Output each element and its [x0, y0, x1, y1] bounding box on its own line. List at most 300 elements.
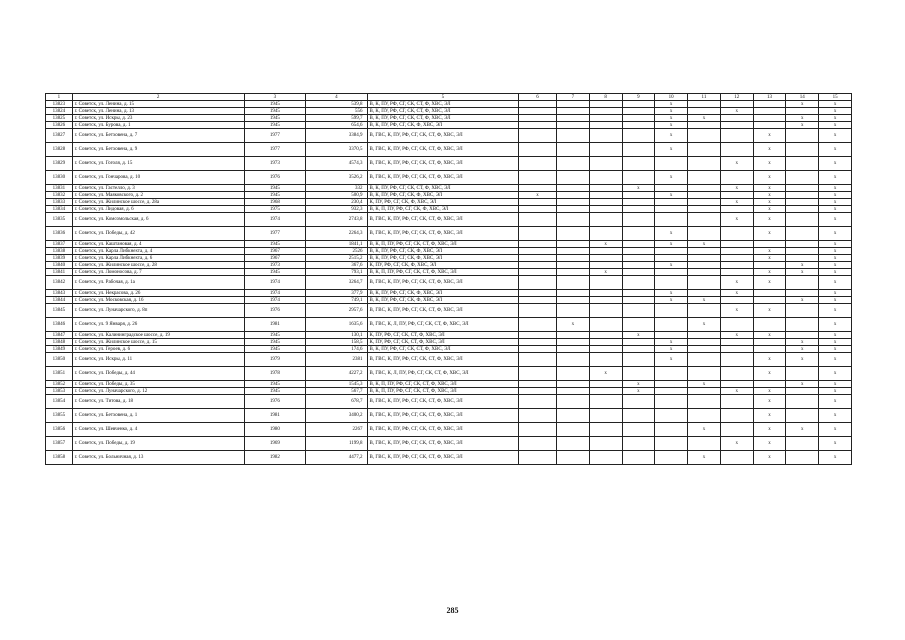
- mark-cell: [622, 241, 655, 248]
- row-id: 13836: [46, 227, 73, 241]
- mark-cell: [688, 122, 721, 129]
- area-cell: 3400,2: [306, 409, 367, 423]
- mark-cell: [622, 304, 655, 318]
- row-id: 13848: [46, 339, 73, 346]
- mark-cell: x: [655, 290, 688, 297]
- mark-cell: [622, 108, 655, 115]
- mark-cell: [589, 157, 622, 171]
- mark-cell: x: [753, 353, 786, 367]
- mark-cell: x: [655, 171, 688, 185]
- mark-cell: [589, 353, 622, 367]
- column-header: 10: [655, 94, 688, 101]
- mark-cell: [688, 290, 721, 297]
- mark-cell: x: [720, 108, 753, 115]
- mark-cell: [519, 332, 557, 339]
- mark-cell: x: [753, 185, 786, 192]
- mark-cell: x: [819, 318, 852, 332]
- mark-cell: x: [655, 262, 688, 269]
- mark-cell: [753, 122, 786, 129]
- row-id: 13837: [46, 241, 73, 248]
- address-cell: г. Советск, ул. Жилинское шоссе, д. 28: [72, 262, 244, 269]
- address-cell: г. Советск, ул. Комсомольская, д. 6: [72, 213, 244, 227]
- address-cell: г. Советск, ул. Карла Либкнехта, д. 4: [72, 248, 244, 255]
- mark-cell: x: [655, 297, 688, 304]
- works-cell: К, ПУ, РФ, СГ, СК, Ф, ХВС, ЭЛ: [367, 199, 519, 206]
- mark-cell: [753, 339, 786, 346]
- row-id: 13833: [46, 199, 73, 206]
- mark-cell: [622, 255, 655, 262]
- year-cell: 1973: [244, 157, 305, 171]
- mark-cell: [589, 346, 622, 353]
- address-cell: г. Советск, ул. Бурова, д. 1: [72, 122, 244, 129]
- mark-cell: x: [720, 290, 753, 297]
- address-cell: г. Советск, ул. Жилинское шоссе, д. 28а: [72, 199, 244, 206]
- mark-cell: x: [720, 213, 753, 227]
- mark-cell: [519, 213, 557, 227]
- works-cell: В, ГВС, К, ПУ, РФ, СГ, СК, СТ, Ф, ХВС, ЭЛ: [367, 395, 519, 409]
- mark-cell: [655, 409, 688, 423]
- mark-cell: [519, 157, 557, 171]
- mark-cell: x: [819, 108, 852, 115]
- mark-cell: x: [655, 346, 688, 353]
- mark-cell: x: [720, 199, 753, 206]
- mark-cell: [786, 241, 819, 248]
- table-row: [46, 346, 852, 353]
- mark-cell: x: [819, 353, 852, 367]
- mark-cell: [557, 185, 590, 192]
- table-row: [46, 339, 852, 346]
- mark-cell: x: [753, 192, 786, 199]
- mark-cell: x: [720, 304, 753, 318]
- mark-cell: [622, 367, 655, 381]
- mark-cell: [720, 122, 753, 129]
- mark-cell: [655, 213, 688, 227]
- address-cell: г. Советск, ул. Луначарского, д. 8п: [72, 304, 244, 318]
- mark-cell: x: [589, 241, 622, 248]
- year-cell: 1980: [244, 423, 305, 437]
- mark-cell: [786, 192, 819, 199]
- area-cell: 367,6: [306, 262, 367, 269]
- mark-cell: x: [720, 185, 753, 192]
- mark-cell: x: [786, 353, 819, 367]
- mark-cell: [589, 318, 622, 332]
- table-row: [46, 388, 852, 395]
- mark-cell: [519, 346, 557, 353]
- mark-cell: [519, 395, 557, 409]
- column-header: 2: [72, 94, 244, 101]
- mark-cell: [622, 395, 655, 409]
- address-cell: г. Советск, ул. Бетховена, д. 9: [72, 143, 244, 157]
- mark-cell: x: [819, 276, 852, 290]
- mark-cell: [688, 213, 721, 227]
- mark-cell: x: [819, 241, 852, 248]
- mark-cell: x: [819, 332, 852, 339]
- row-id: 13849: [46, 346, 73, 353]
- year-cell: 1969: [244, 437, 305, 451]
- mark-cell: [688, 339, 721, 346]
- area-cell: 932,3: [306, 206, 367, 213]
- mark-cell: [786, 227, 819, 241]
- mark-cell: x: [786, 269, 819, 276]
- mark-cell: [688, 192, 721, 199]
- mark-cell: [589, 437, 622, 451]
- mark-cell: x: [655, 241, 688, 248]
- address-cell: г. Советск, ул. Некрасова, д. 26: [72, 290, 244, 297]
- mark-cell: [720, 395, 753, 409]
- mark-cell: [519, 122, 557, 129]
- mark-cell: [622, 318, 655, 332]
- mark-cell: [655, 255, 688, 262]
- mark-cell: [557, 213, 590, 227]
- mark-cell: [519, 297, 557, 304]
- table-row: [46, 290, 852, 297]
- works-cell: В, К, ПУ, РФ, СГ, СК, СТ, Ф, ХВС, ЭЛ: [367, 101, 519, 108]
- mark-cell: [519, 269, 557, 276]
- mark-cell: [655, 367, 688, 381]
- mark-cell: [557, 381, 590, 388]
- area-cell: 4227,2: [306, 367, 367, 381]
- table-row: [46, 108, 852, 115]
- mark-cell: [753, 346, 786, 353]
- mark-cell: [720, 248, 753, 255]
- table-row: [46, 143, 852, 157]
- table-row: [46, 255, 852, 262]
- mark-cell: [622, 290, 655, 297]
- year-cell: 1974: [244, 276, 305, 290]
- year-cell: 1976: [244, 304, 305, 318]
- mark-cell: [655, 185, 688, 192]
- mark-cell: [622, 423, 655, 437]
- mark-cell: x: [819, 171, 852, 185]
- area-cell: 3526,2: [306, 171, 367, 185]
- mark-cell: x: [786, 339, 819, 346]
- works-cell: В, ГВС, К, ПУ, РФ, СГ, СК, СТ, Ф, ХВС, ЭЛ: [367, 157, 519, 171]
- year-cell: 1945: [244, 185, 305, 192]
- mark-cell: [655, 199, 688, 206]
- mark-cell: [589, 304, 622, 318]
- area-cell: 4574,3: [306, 157, 367, 171]
- mark-cell: [589, 122, 622, 129]
- row-id: 13825: [46, 115, 73, 122]
- mark-cell: [720, 255, 753, 262]
- address-cell: г. Советск, ул. Бетховена, д. 7: [72, 129, 244, 143]
- mark-cell: [622, 157, 655, 171]
- table-row: [46, 437, 852, 451]
- mark-cell: [688, 353, 721, 367]
- mark-cell: [589, 276, 622, 290]
- area-cell: 749,1: [306, 297, 367, 304]
- row-id: 13857: [46, 437, 73, 451]
- mark-cell: x: [557, 318, 590, 332]
- mark-cell: [519, 143, 557, 157]
- mark-cell: [519, 248, 557, 255]
- works-cell: В, К, ПУ, РФ, СГ, СК, Ф, ХВС, ЭЛ: [367, 297, 519, 304]
- mark-cell: [753, 381, 786, 388]
- mark-cell: [519, 353, 557, 367]
- mark-cell: x: [819, 262, 852, 269]
- works-cell: В, ГВС, К, Л, ПУ, РФ, СГ, СК, СТ, Ф, ХВС, ЭЛ: [367, 367, 519, 381]
- year-cell: 1974: [244, 290, 305, 297]
- mark-cell: [557, 108, 590, 115]
- mark-cell: [720, 423, 753, 437]
- year-cell: 1981: [244, 409, 305, 423]
- address-cell: г. Советск, ул. Рабочая, д. 1а: [72, 276, 244, 290]
- mark-cell: [557, 206, 590, 213]
- mark-cell: [720, 381, 753, 388]
- mark-cell: x: [819, 269, 852, 276]
- year-cell: 1977: [244, 227, 305, 241]
- mark-cell: [622, 409, 655, 423]
- row-id: 13830: [46, 171, 73, 185]
- mark-cell: x: [655, 122, 688, 129]
- mark-cell: x: [519, 192, 557, 199]
- works-cell: В, ГВС, К, ПУ, РФ, СГ, СК, СТ, Ф, ХВС, ЭЛ: [367, 423, 519, 437]
- mark-cell: x: [753, 451, 786, 465]
- address-cell: г. Советск, ул. Лидовая, д. 6: [72, 206, 244, 213]
- area-cell: 2957,6: [306, 304, 367, 318]
- area-cell: 678,7: [306, 395, 367, 409]
- mark-cell: [519, 108, 557, 115]
- mark-cell: [622, 199, 655, 206]
- mark-cell: [589, 381, 622, 388]
- year-cell: 1945: [244, 339, 305, 346]
- mark-cell: [622, 248, 655, 255]
- mark-cell: x: [655, 227, 688, 241]
- mark-cell: [557, 388, 590, 395]
- row-id: 13855: [46, 409, 73, 423]
- area-cell: 377,9: [306, 290, 367, 297]
- mark-cell: [753, 108, 786, 115]
- mark-cell: x: [688, 423, 721, 437]
- address-cell: г. Советск, ул. Искры, д. 23: [72, 115, 244, 122]
- area-cell: 599,7: [306, 115, 367, 122]
- mark-cell: [622, 437, 655, 451]
- area-cell: 2381: [306, 353, 367, 367]
- mark-cell: [688, 143, 721, 157]
- table-row: [46, 199, 852, 206]
- mark-cell: x: [753, 213, 786, 227]
- mark-cell: [519, 101, 557, 108]
- mark-cell: x: [786, 262, 819, 269]
- table-row: [46, 451, 852, 465]
- works-cell: В, ГВС, К, ПУ, РФ, СГ, СК, СТ, Ф, ХВС, ЭЛ: [367, 171, 519, 185]
- year-cell: 1967: [244, 255, 305, 262]
- area-cell: 4477,2: [306, 451, 367, 465]
- table-row: [46, 269, 852, 276]
- works-cell: К, ПУ, РФ, СГ, СК, СТ, Ф, ХВС, ЭЛ: [367, 332, 519, 339]
- row-id: 13843: [46, 290, 73, 297]
- mark-cell: [720, 206, 753, 213]
- column-header: 7: [557, 94, 590, 101]
- row-id: 13838: [46, 248, 73, 255]
- year-cell: 1974: [244, 297, 305, 304]
- mark-cell: [519, 339, 557, 346]
- works-cell: В, ГВС, К, ПУ, РФ, СГ, СК, СТ, Ф, ХВС, ЭЛ: [367, 409, 519, 423]
- mark-cell: x: [720, 157, 753, 171]
- works-cell: В, К, ПУ, РФ, СГ, СК, СТ, Ф, ХВС, ЭЛ: [367, 108, 519, 115]
- mark-cell: [589, 227, 622, 241]
- mark-cell: [622, 262, 655, 269]
- mark-cell: x: [786, 101, 819, 108]
- column-header: 4: [306, 94, 367, 101]
- mark-cell: x: [753, 332, 786, 339]
- mark-cell: [519, 276, 557, 290]
- address-cell: г. Советск, ул. 9 Января, д. 26: [72, 318, 244, 332]
- address-cell: г. Советск, ул. Больничная, д. 13: [72, 451, 244, 465]
- mark-cell: x: [819, 451, 852, 465]
- year-cell: 1974: [244, 213, 305, 227]
- works-cell: В, ГВС, К, ПУ, РФ, СГ, СК, СТ, Ф, ХВС, ЭЛ: [367, 129, 519, 143]
- mark-cell: [557, 241, 590, 248]
- works-cell: В, ГВС, К, ПУ, РФ, СГ, СК, СТ, Ф, ХВС, ЭЛ: [367, 276, 519, 290]
- mark-cell: [688, 367, 721, 381]
- mark-cell: [622, 206, 655, 213]
- mark-cell: x: [655, 115, 688, 122]
- mark-cell: [519, 318, 557, 332]
- mark-cell: [557, 437, 590, 451]
- mark-cell: x: [753, 276, 786, 290]
- mark-cell: x: [819, 227, 852, 241]
- mark-cell: [589, 409, 622, 423]
- row-id: 13835: [46, 213, 73, 227]
- mark-cell: x: [720, 332, 753, 339]
- mark-cell: x: [819, 388, 852, 395]
- works-cell: В, ГВС, К, ПУ, РФ, СГ, СК, СТ, Ф, ХВС, ЭЛ: [367, 353, 519, 367]
- mark-cell: [557, 101, 590, 108]
- mark-cell: [720, 297, 753, 304]
- area-cell: 332: [306, 185, 367, 192]
- mark-cell: [557, 255, 590, 262]
- mark-cell: [688, 227, 721, 241]
- column-header: 3: [244, 94, 305, 101]
- mark-cell: x: [688, 297, 721, 304]
- mark-cell: x: [786, 381, 819, 388]
- address-cell: г. Советск, ул. Шевченко, д. 4: [72, 423, 244, 437]
- mark-cell: [688, 171, 721, 185]
- mark-cell: [622, 192, 655, 199]
- mark-cell: [557, 248, 590, 255]
- works-cell: В, ГВС, К, ПУ, РФ, СГ, СК, СТ, Ф, ХВС, ЭЛ: [367, 451, 519, 465]
- mark-cell: [622, 353, 655, 367]
- mark-cell: [519, 388, 557, 395]
- mark-cell: [688, 346, 721, 353]
- row-id: 13831: [46, 185, 73, 192]
- address-cell: г. Советск, ул. Ленина, д. 15: [72, 101, 244, 108]
- mark-cell: [557, 423, 590, 437]
- mark-cell: [753, 115, 786, 122]
- mark-cell: [622, 451, 655, 465]
- mark-cell: [786, 255, 819, 262]
- mark-cell: [786, 451, 819, 465]
- mark-cell: [589, 171, 622, 185]
- year-cell: 1968: [244, 199, 305, 206]
- mark-cell: x: [753, 395, 786, 409]
- mark-cell: [622, 227, 655, 241]
- mark-cell: x: [753, 143, 786, 157]
- mark-cell: x: [655, 353, 688, 367]
- row-id: 13823: [46, 101, 73, 108]
- mark-cell: x: [753, 367, 786, 381]
- table-row: [46, 276, 852, 290]
- year-cell: 1945: [244, 388, 305, 395]
- table-row: [46, 297, 852, 304]
- mark-cell: x: [819, 409, 852, 423]
- row-id: 13847: [46, 332, 73, 339]
- works-cell: К, ПУ, РФ, СГ, СК, СТ, Ф, ХВС, ЭЛ: [367, 339, 519, 346]
- mark-cell: x: [589, 367, 622, 381]
- mark-cell: [786, 437, 819, 451]
- mark-cell: x: [655, 108, 688, 115]
- year-cell: 1973: [244, 262, 305, 269]
- mark-cell: x: [819, 157, 852, 171]
- mark-cell: [519, 262, 557, 269]
- mark-cell: [557, 262, 590, 269]
- address-cell: г. Советск, ул. Гончарова, д. 10: [72, 171, 244, 185]
- mark-cell: [720, 115, 753, 122]
- mark-cell: [557, 227, 590, 241]
- row-id: 13850: [46, 353, 73, 367]
- mark-cell: [786, 206, 819, 213]
- works-cell: В, К, ПУ, РФ, СГ, СК, Ф, ХВС, ЭЛ: [367, 290, 519, 297]
- mark-cell: [720, 451, 753, 465]
- column-header: 1: [46, 94, 73, 101]
- row-id: 13828: [46, 143, 73, 157]
- mark-cell: x: [819, 185, 852, 192]
- mark-cell: x: [819, 297, 852, 304]
- mark-cell: [519, 304, 557, 318]
- address-cell: г. Советск, ул. Победы, д. 19: [72, 437, 244, 451]
- mark-cell: x: [819, 206, 852, 213]
- row-id: 13858: [46, 451, 73, 465]
- mark-cell: [720, 339, 753, 346]
- mark-cell: [753, 101, 786, 108]
- mark-cell: x: [786, 115, 819, 122]
- address-cell: г. Советск, ул. Карла Либкнехта, д. 6: [72, 255, 244, 262]
- mark-cell: [786, 290, 819, 297]
- mark-cell: x: [753, 255, 786, 262]
- table-row: [46, 157, 852, 171]
- works-cell: В, К, ПУ, РФ, СГ, СК, Ф, ХВС, ЭЛ: [367, 255, 519, 262]
- mark-cell: x: [688, 115, 721, 122]
- row-id: 13854: [46, 395, 73, 409]
- mark-cell: x: [819, 115, 852, 122]
- mark-cell: [622, 129, 655, 143]
- mark-cell: [589, 388, 622, 395]
- mark-cell: [519, 255, 557, 262]
- mark-cell: [753, 318, 786, 332]
- mark-cell: [589, 332, 622, 339]
- mark-cell: [655, 206, 688, 213]
- works-cell: В, К, П, ПУ, РФ, СГ, СК, СТ, Ф, ХВС, ЭЛ: [367, 381, 519, 388]
- row-id: 13841: [46, 269, 73, 276]
- mark-cell: x: [786, 297, 819, 304]
- year-cell: 1967: [244, 248, 305, 255]
- mark-cell: [622, 171, 655, 185]
- mark-cell: [753, 297, 786, 304]
- mark-cell: x: [819, 129, 852, 143]
- works-cell: В, К, П, ПУ, РФ, СГ, СК, СТ, Ф, ХВС, ЭЛ: [367, 269, 519, 276]
- mark-cell: [519, 227, 557, 241]
- mark-cell: [688, 206, 721, 213]
- mark-cell: [655, 318, 688, 332]
- mark-cell: x: [622, 381, 655, 388]
- mark-cell: [622, 115, 655, 122]
- mark-cell: x: [688, 381, 721, 388]
- row-id: 13839: [46, 255, 73, 262]
- mark-cell: x: [720, 276, 753, 290]
- mark-cell: [688, 199, 721, 206]
- mark-cell: [589, 290, 622, 297]
